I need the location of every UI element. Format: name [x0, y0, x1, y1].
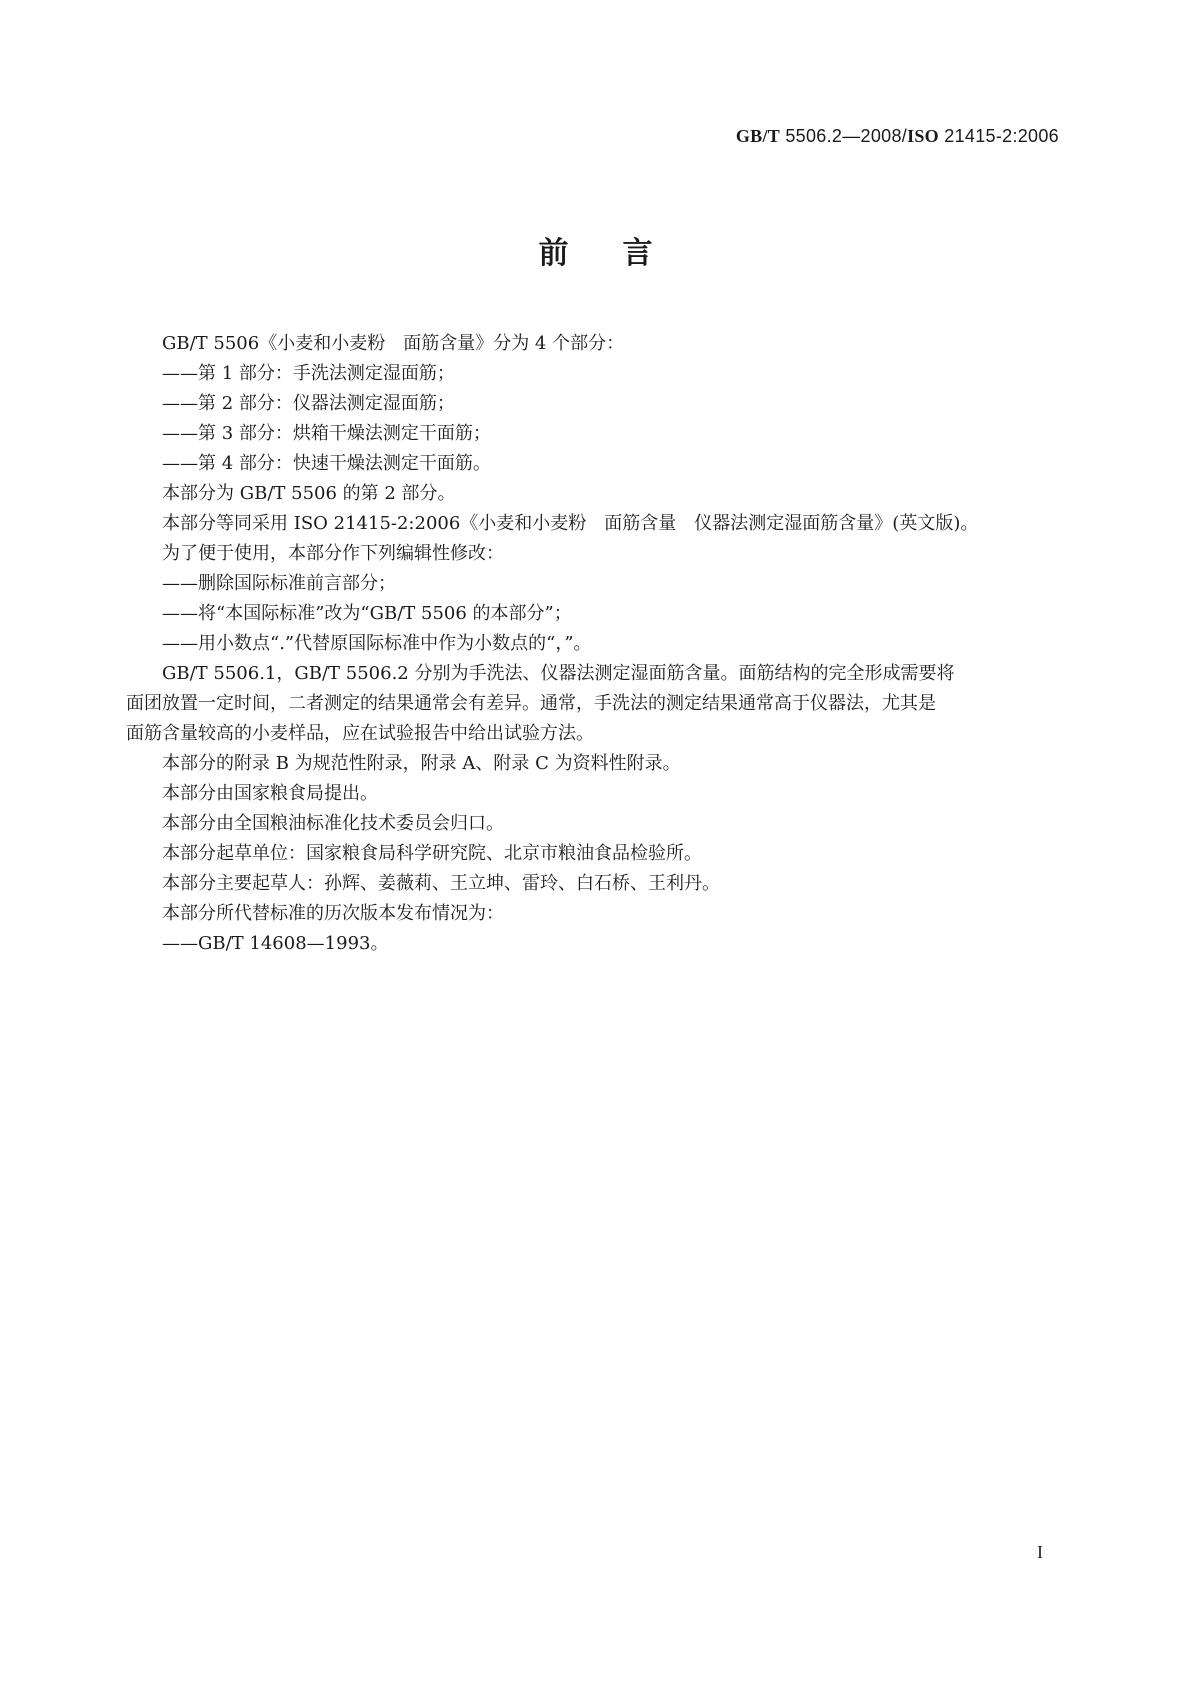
text-line: ——GB/T 14608—1993。 — [162, 933, 389, 954]
iso-prefix: ISO — [907, 126, 939, 146]
text-line: 本部分起草单位：国家粮食局科学研究院、北京市粮油食品检验所。 — [162, 843, 702, 864]
text-line: 本部分由全国粮油标准化技术委员会归口。 — [162, 813, 504, 834]
text-line: 本部分所代替标准的历次版本发布情况为： — [162, 903, 504, 924]
foreword-body — [126, 329, 1078, 959]
text-line: 为了便于使用，本部分作下列编辑性修改： — [162, 543, 504, 564]
text-line: ——将“本国际标准”改为“GB/T 5506 的本部分”； — [162, 603, 572, 624]
standard-code-header — [736, 126, 1059, 147]
gbt-prefix: GB/T — [735, 126, 781, 146]
text-line: 本部分的附录 B 为规范性附录，附录 A、附录 C 为资料性附录。 — [162, 753, 681, 774]
text-line: 面团放置一定时间，二者测定的结果通常会有差异。通常，手洗法的测定结果通常高于仪器法，尤其是 — [126, 693, 936, 714]
text-line: GB/T 5506.1，GB/T 5506.2 分别为手洗法、仪器法测定湿面筋含量。面筋结构的完全形成需要将 — [162, 663, 955, 684]
text-line: GB/T 5506《小麦和小麦粉 面筋含量》分为 4 个部分： — [162, 333, 625, 354]
iso-number: 21415-2:2006 — [938, 126, 1059, 146]
page-title: 前言 — [538, 236, 707, 271]
text-line: 本部分为 GB/T 5506 的第 2 部分。 — [162, 483, 456, 504]
text-line: 面筋含量较高的小麦样品，应在试验报告中给出试验方法。 — [126, 723, 594, 744]
text-line: 本部分由国家粮食局提出。 — [162, 783, 378, 804]
text-line: ——删除国际标准前言部分； — [162, 573, 396, 594]
text-line: 本部分主要起草人：孙辉、姜薇莉、王立坤、雷玲、白石桥、王利丹。 — [162, 873, 720, 894]
text-line: ——第 2 部分：仪器法测定湿面筋； — [162, 393, 455, 414]
page-number: I — [1037, 1542, 1043, 1562]
gbt-number: 5506.2—2008/ — [780, 126, 908, 146]
text-line: 本部分等同采用 ISO 21415-2:2006《小麦和小麦粉 面筋含量 仪器法测定湿面筋含量》(英文版)。 — [162, 513, 979, 534]
text-line: ——用小数点“.”代替原国际标准中作为小数点的“，”。 — [162, 633, 592, 654]
text-line: ——第 1 部分：手洗法测定湿面筋； — [162, 363, 455, 384]
text-line: ——第 3 部分：烘箱干燥法测定干面筋； — [162, 423, 491, 444]
text-line: ——第 4 部分：快速干燥法测定干面筋。 — [162, 453, 491, 474]
